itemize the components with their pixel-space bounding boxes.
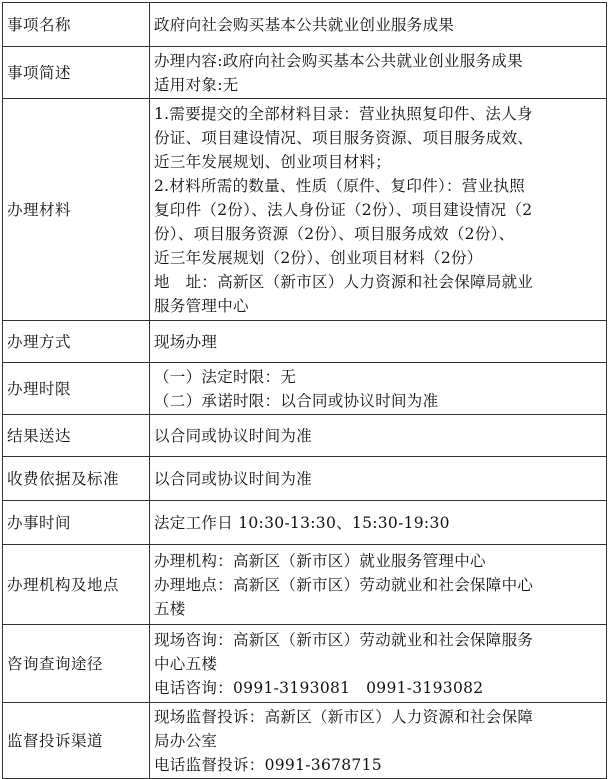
row-label: 咨询查询途径 bbox=[3, 625, 150, 703]
value-line: 电话监督投诉：0991-3678715 bbox=[154, 755, 382, 774]
value-line: 近三年发展规划（2份）、创业项目材料（2份） bbox=[154, 248, 483, 267]
row-value bbox=[150, 3, 607, 47]
row-value bbox=[150, 363, 607, 415]
value-line: （二）承诺时限：以合同或协议时间为准 bbox=[154, 391, 439, 410]
table-row bbox=[3, 501, 607, 545]
row-value bbox=[150, 321, 607, 363]
row-label: 办理材料 bbox=[3, 99, 150, 321]
value-line: 办理内容:政府向社会购买基本公共就业创业服务成果 bbox=[154, 51, 523, 70]
row-label: 事项简述 bbox=[3, 47, 150, 99]
table-row bbox=[3, 625, 607, 703]
row-value bbox=[150, 703, 607, 779]
value-line: 近三年发展规划、创业项目材料； bbox=[154, 152, 392, 171]
value-line: 适用对象:无 bbox=[154, 75, 239, 94]
table-row bbox=[3, 457, 607, 501]
table-row bbox=[3, 99, 607, 321]
value-line: 五楼 bbox=[154, 599, 186, 618]
value-line: 2.材料所需的数量、性质（原件、复印件）：营业执照 bbox=[154, 176, 526, 195]
row-label: 办事时间 bbox=[3, 501, 150, 545]
value-line: 政府向社会购买基本公共就业创业服务成果 bbox=[154, 15, 455, 34]
row-label: 结果送达 bbox=[3, 415, 150, 457]
value-line: 以合同或协议时间为准 bbox=[154, 426, 313, 445]
row-value bbox=[150, 501, 607, 545]
row-label: 收费依据及标准 bbox=[3, 457, 150, 501]
table-row bbox=[3, 321, 607, 363]
row-value bbox=[150, 415, 607, 457]
value-line: 现场办理 bbox=[154, 332, 218, 351]
row-label: 事项名称 bbox=[3, 3, 150, 47]
value-line: 份证、项目建设情况、项目服务资源、项目服务成效、 bbox=[154, 128, 534, 147]
row-label: 监督投诉渠道 bbox=[3, 703, 150, 779]
value-line: 电话咨询：0991-3193081 0991-3193082 bbox=[154, 678, 484, 697]
table-row bbox=[3, 703, 607, 779]
row-value bbox=[150, 545, 607, 625]
value-line: 份）、项目服务资源（2份）、项目服务成效（2份）、 bbox=[154, 224, 515, 243]
row-label: 办理方式 bbox=[3, 321, 150, 363]
row-label: 办理时限 bbox=[3, 363, 150, 415]
value-line: 以合同或协议时间为准 bbox=[154, 469, 313, 488]
table-row bbox=[3, 47, 607, 99]
value-line: 中心五楼 bbox=[154, 654, 218, 673]
value-line: （一）法定时限：无 bbox=[154, 367, 297, 386]
row-value bbox=[150, 457, 607, 501]
value-line: 复印件（2份）、法人身份证（2份）、项目建设情况（2 bbox=[154, 200, 533, 219]
value-line: 服务管理中心 bbox=[154, 296, 249, 315]
value-line: 局办公室 bbox=[154, 731, 218, 750]
value-line: 办理机构：高新区（新市区）就业服务管理中心 bbox=[154, 551, 486, 570]
service-info-table bbox=[2, 2, 607, 779]
value-line: 1.需要提交的全部材料目录：营业执照复印件、法人身 bbox=[154, 104, 533, 123]
row-value bbox=[150, 99, 607, 321]
table-row bbox=[3, 545, 607, 625]
row-label: 办理机构及地点 bbox=[3, 545, 150, 625]
value-line: 现场监督投诉：高新区（新市区）人力资源和社会保障 bbox=[154, 707, 534, 726]
value-line: 法定工作日 10:30-13:30、15:30-19:30 bbox=[154, 513, 450, 532]
table-row bbox=[3, 3, 607, 47]
row-value bbox=[150, 625, 607, 703]
value-line: 现场咨询：高新区（新市区）劳动就业和社会保障服务 bbox=[154, 630, 534, 649]
value-line: 办理地点：高新区（新市区）劳动就业和社会保障中心 bbox=[154, 575, 534, 594]
table-row bbox=[3, 363, 607, 415]
table-row bbox=[3, 415, 607, 457]
value-line: 地 址：高新区（新市区）人力资源和社会保障局就业 bbox=[154, 272, 534, 291]
row-value bbox=[150, 47, 607, 99]
